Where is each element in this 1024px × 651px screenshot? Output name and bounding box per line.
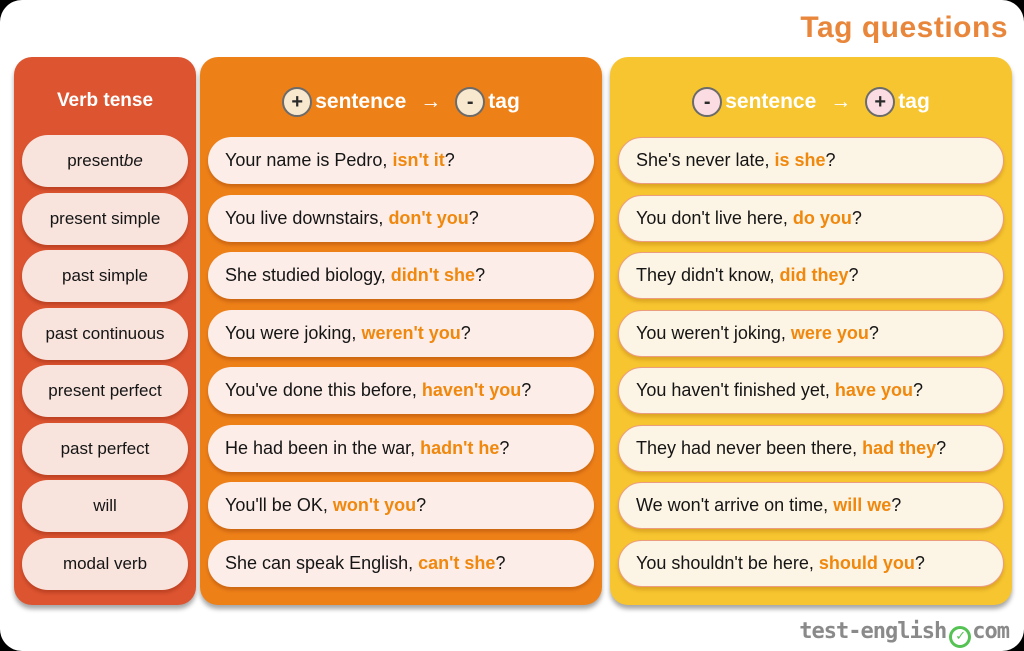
positive-sentence-list bbox=[200, 137, 602, 587]
question-mark: ? bbox=[914, 552, 925, 573]
question-mark: ? bbox=[444, 150, 455, 170]
tag-text: isn't it bbox=[392, 150, 445, 170]
negative-column-header bbox=[610, 57, 1012, 137]
plus-icon: + bbox=[865, 87, 895, 117]
sentence-row: They didn't know, did they ? bbox=[618, 252, 1004, 299]
tense-pill-past-continuous: past continuous bbox=[22, 308, 188, 360]
sentence-row: They had never been there, had they ? bbox=[618, 425, 1004, 472]
brand-name: test-english bbox=[799, 619, 947, 644]
tense-pill-will: will bbox=[22, 480, 188, 532]
question-mark: ? bbox=[848, 265, 859, 285]
tag-text: didn't she bbox=[390, 265, 476, 285]
tag-text: hadn't he bbox=[420, 437, 500, 458]
sentence-row: Your name is Pedro, isn't it ? bbox=[208, 137, 594, 184]
tag-text: haven't you bbox=[421, 380, 522, 400]
arrow-right-icon: → bbox=[830, 90, 852, 113]
question-mark: ? bbox=[495, 552, 506, 573]
question-mark: ? bbox=[936, 437, 947, 458]
tag-text: have you bbox=[834, 380, 913, 400]
tag-text: had they bbox=[862, 437, 937, 458]
tag-text: were you bbox=[790, 322, 869, 343]
tag-text: should you bbox=[818, 552, 915, 573]
tense-pill-past-perfect: past perfect bbox=[22, 423, 188, 475]
question-mark: ? bbox=[460, 322, 471, 343]
header-word-tag: tag bbox=[898, 90, 930, 113]
italic-term: be bbox=[123, 151, 143, 170]
minus-icon: - bbox=[692, 87, 722, 117]
sentence-row: She can speak English, can't she ? bbox=[208, 540, 594, 587]
sentence-row: She's never late, is she ? bbox=[618, 137, 1004, 184]
question-mark: ? bbox=[475, 265, 486, 285]
question-mark: ? bbox=[825, 150, 836, 170]
header-word-sentence: sentence bbox=[725, 90, 817, 113]
sentence-row: You've done this before, haven't you ? bbox=[208, 367, 594, 414]
arrow-right-icon: → bbox=[420, 90, 442, 113]
sentence-row: You weren't joking, were you ? bbox=[618, 310, 1004, 357]
header-word-sentence: sentence bbox=[315, 90, 407, 113]
negative-sentence-column bbox=[610, 57, 1012, 605]
tense-pill-past-simple: past simple bbox=[22, 250, 188, 302]
question-mark: ? bbox=[499, 437, 510, 458]
plus-icon: + bbox=[282, 87, 312, 117]
verb-tense-header: Verb tense bbox=[56, 90, 154, 111]
tag-text: do you bbox=[792, 207, 852, 228]
tag-text: will we bbox=[833, 495, 892, 515]
tag-text: did they bbox=[779, 265, 849, 285]
sentence-row: We won't arrive on time, will we ? bbox=[618, 482, 1004, 529]
check-circle-icon: ✓ bbox=[949, 626, 971, 648]
question-mark: ? bbox=[521, 380, 532, 400]
tense-pill-present-simple: present simple bbox=[22, 193, 188, 245]
question-mark: ? bbox=[868, 322, 879, 343]
verb-tense-column bbox=[14, 57, 196, 605]
sentence-row: She studied biology, didn't she ? bbox=[208, 252, 594, 299]
sentence-row: You were joking, weren't you ? bbox=[208, 310, 594, 357]
tag-text: can't she bbox=[418, 552, 496, 573]
brand-tld: com bbox=[972, 619, 1009, 644]
sentence-row: You shouldn't be here, should you ? bbox=[618, 540, 1004, 587]
tag-text: don't you bbox=[388, 207, 469, 228]
question-mark: ? bbox=[468, 207, 479, 228]
sentence-row: You don't live here, do you ? bbox=[618, 195, 1004, 242]
positive-sentence-column bbox=[200, 57, 602, 605]
question-mark: ? bbox=[851, 207, 862, 228]
tense-pill-modal-verb: modal verb bbox=[22, 538, 188, 590]
question-mark: ? bbox=[416, 495, 427, 515]
positive-column-header bbox=[200, 57, 602, 137]
tag-text: is she bbox=[774, 150, 826, 170]
brand-logo bbox=[799, 619, 1009, 644]
minus-icon: - bbox=[455, 87, 485, 117]
header-word-tag: tag bbox=[488, 90, 520, 113]
sentence-row: You'll be OK, won't you ? bbox=[208, 482, 594, 529]
sentence-row: You live downstairs, don't you ? bbox=[208, 195, 594, 242]
tag-text: won't you bbox=[332, 495, 417, 515]
question-mark: ? bbox=[912, 380, 923, 400]
verb-tense-list bbox=[14, 135, 196, 590]
sentence-row: He had been in the war, hadn't he ? bbox=[208, 425, 594, 472]
negative-sentence-list bbox=[610, 137, 1012, 587]
question-mark: ? bbox=[891, 495, 902, 515]
sentence-row: You haven't finished yet, have you ? bbox=[618, 367, 1004, 414]
tense-pill-present-perfect: present perfect bbox=[22, 365, 188, 417]
tag-text: weren't you bbox=[361, 322, 461, 343]
tense-pill-present-be: present be bbox=[22, 135, 188, 187]
page-title: Tag questions bbox=[800, 11, 1008, 44]
